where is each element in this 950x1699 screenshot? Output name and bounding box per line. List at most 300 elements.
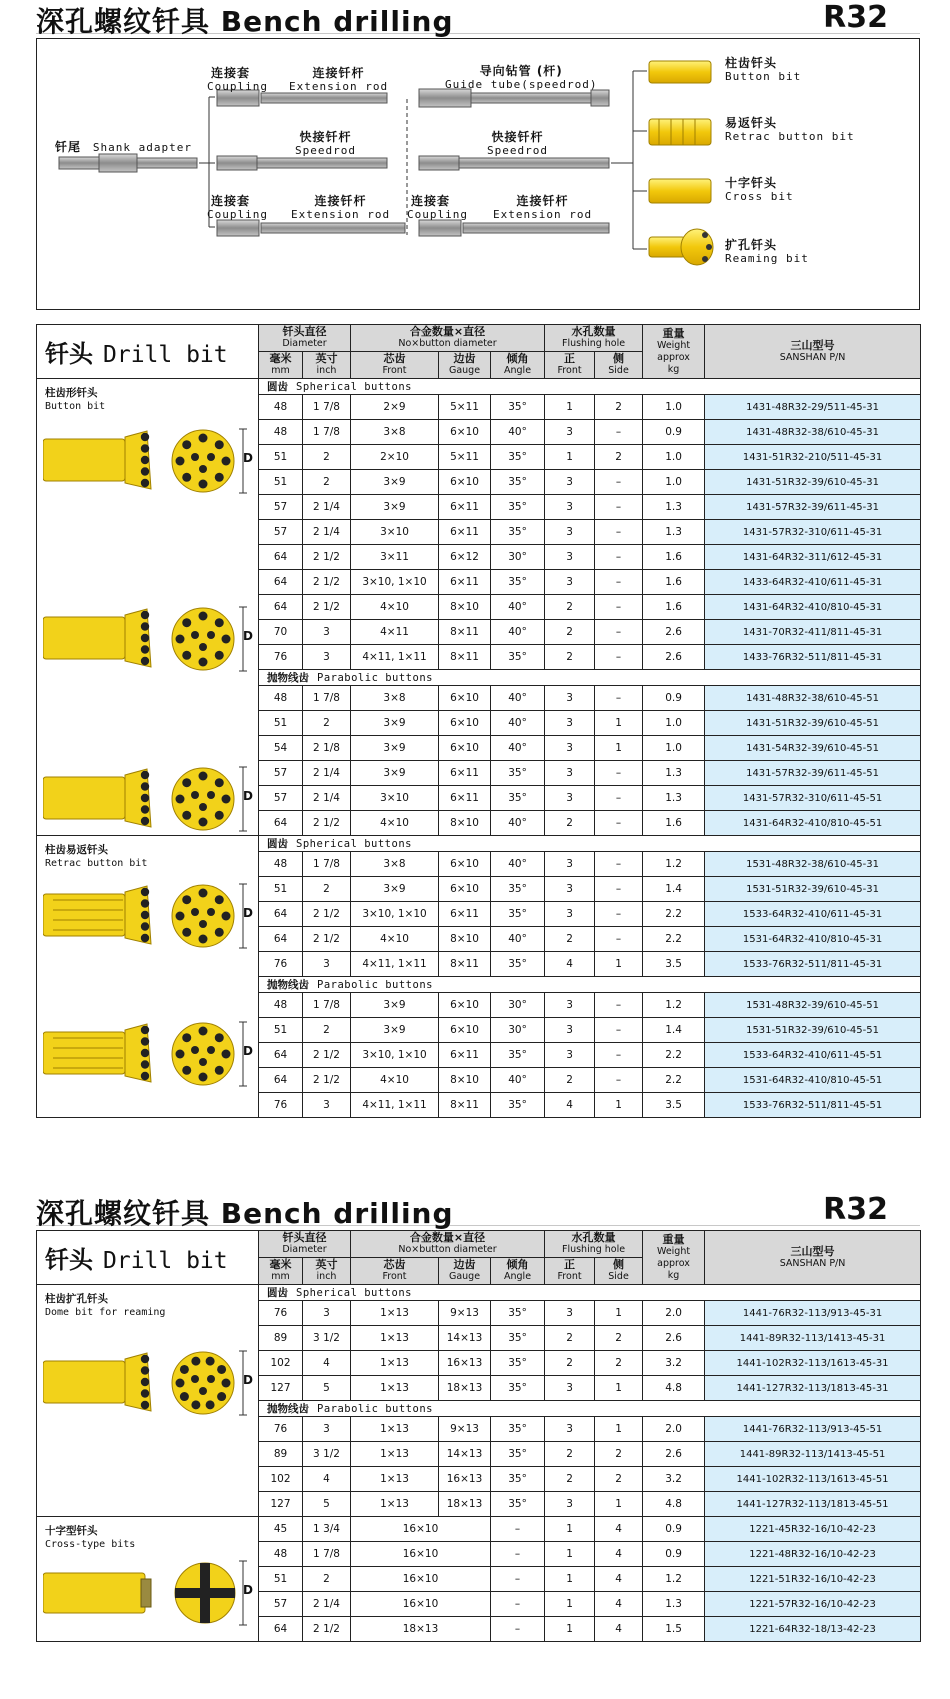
flush-front: 3 bbox=[545, 520, 595, 545]
part-number: 1431-70R32-411/811-45-31 bbox=[705, 620, 921, 645]
cross-bit-illustration bbox=[43, 1553, 253, 1631]
header-cn: 倾角 bbox=[506, 1258, 529, 1271]
angle: 35° bbox=[491, 445, 545, 470]
flush-front: 1 bbox=[545, 1567, 595, 1592]
diameter-inch: 5 bbox=[303, 1376, 351, 1401]
flush-side: 2 bbox=[595, 1442, 643, 1467]
angle: – bbox=[491, 1517, 545, 1542]
flush-front: 4 bbox=[545, 1093, 595, 1118]
button-bit-cn: 柱齿钎头 bbox=[725, 56, 778, 70]
drill-bit-table-1 bbox=[36, 324, 921, 1118]
diameter-mm: 64 bbox=[259, 1617, 303, 1642]
weight-approx: approx bbox=[657, 1257, 690, 1269]
flush-front: 3 bbox=[545, 545, 595, 570]
subsection-title bbox=[259, 379, 921, 395]
flush-side: – bbox=[595, 686, 643, 711]
header-cn: 合金数量×直径 bbox=[409, 325, 486, 338]
gauge-buttons: 6×10 bbox=[439, 686, 491, 711]
speedrod-right-en: Speedrod bbox=[487, 144, 548, 157]
header-cn: 芯齿 bbox=[383, 1258, 406, 1271]
angle: – bbox=[491, 1542, 545, 1567]
part-number: 1533-76R32-511/811-45-51 bbox=[705, 1093, 921, 1118]
diameter-mm: 76 bbox=[259, 1301, 303, 1326]
flush-side: – bbox=[595, 993, 643, 1018]
diameter-inch: 2 1/8 bbox=[303, 736, 351, 761]
diameter-inch: 2 1/4 bbox=[303, 1592, 351, 1617]
part-number: 1431-57R32-39/611-45-51 bbox=[705, 761, 921, 786]
subsection-title bbox=[259, 977, 921, 993]
part-number: 1441-89R32-113/1413-45-31 bbox=[705, 1326, 921, 1351]
diameter-inch: 1 7/8 bbox=[303, 1542, 351, 1567]
header-cn: 钎头直径 bbox=[282, 325, 327, 338]
speedrod-left-cn: 快接钎杆 bbox=[299, 130, 352, 144]
diameter-header bbox=[259, 1231, 351, 1258]
speedrod-left-en: Speedrod bbox=[295, 144, 356, 157]
flush-side: 4 bbox=[595, 1592, 643, 1617]
drill-bit-table-2 bbox=[36, 1230, 921, 1642]
gauge-buttons: 6×10 bbox=[439, 1018, 491, 1043]
page-title-2: 深孔螺纹钎具 Bench drilling bbox=[36, 1197, 454, 1230]
flush-side: 1 bbox=[595, 952, 643, 977]
subsection-title bbox=[259, 670, 921, 686]
diameter-mm: 48 bbox=[259, 852, 303, 877]
retrac-bit-illustration bbox=[43, 876, 253, 954]
coupling-b2-label bbox=[407, 195, 468, 221]
subsection-title bbox=[259, 1401, 921, 1417]
weight-cn: 重量 bbox=[662, 1232, 685, 1246]
buttons-header bbox=[351, 1231, 545, 1258]
bit-image bbox=[43, 421, 253, 502]
diameter-inch: 3 bbox=[303, 1093, 351, 1118]
diameter-inch: 2 bbox=[303, 1567, 351, 1592]
diameter-inch: 3 1/2 bbox=[303, 1442, 351, 1467]
coupling-top-label bbox=[207, 67, 268, 93]
flush-front-header bbox=[545, 1258, 595, 1285]
front-buttons: 4×11 bbox=[351, 620, 439, 645]
weight: 0.9 bbox=[643, 686, 705, 711]
flush-side: 2 bbox=[595, 395, 643, 420]
diameter-mm: 57 bbox=[259, 786, 303, 811]
front-header bbox=[351, 352, 439, 379]
part-number: 1431-64R32-410/810-45-31 bbox=[705, 595, 921, 620]
subsection-cn: 抛物线齿 bbox=[267, 979, 309, 991]
weight: 1.0 bbox=[643, 395, 705, 420]
front-buttons: 3×9 bbox=[351, 711, 439, 736]
part-number: 1431-57R32-310/611-45-51 bbox=[705, 786, 921, 811]
header-cn: 毫米 bbox=[269, 1258, 292, 1271]
shank-label-en: Shank adapter bbox=[92, 141, 192, 154]
angle: 35° bbox=[491, 902, 545, 927]
front-buttons: 4×10 bbox=[351, 927, 439, 952]
flush-front: 3 bbox=[545, 852, 595, 877]
front-buttons: 3×10, 1×10 bbox=[351, 902, 439, 927]
diameter-mm: 102 bbox=[259, 1351, 303, 1376]
coupling-b2-cn: 连接套 bbox=[411, 194, 451, 208]
weight: 1.6 bbox=[643, 545, 705, 570]
front-buttons: 16×10 bbox=[351, 1517, 491, 1542]
gauge-buttons: 6×11 bbox=[439, 570, 491, 595]
flush-front: 3 bbox=[545, 1492, 595, 1517]
gauge-buttons: 6×10 bbox=[439, 993, 491, 1018]
flush-side: – bbox=[595, 595, 643, 620]
diameter-mm: 51 bbox=[259, 445, 303, 470]
flush-side: – bbox=[595, 811, 643, 836]
subsection-row bbox=[37, 836, 921, 852]
front-buttons: 3×10 bbox=[351, 786, 439, 811]
angle: 35° bbox=[491, 570, 545, 595]
front-buttons: 4×10 bbox=[351, 595, 439, 620]
flush-front: 3 bbox=[545, 570, 595, 595]
subsection-cn: 抛物线齿 bbox=[267, 1403, 309, 1415]
front-buttons: 3×9 bbox=[351, 495, 439, 520]
gauge-buttons: 5×11 bbox=[439, 395, 491, 420]
diameter-inch: 3 bbox=[303, 952, 351, 977]
thread-code-2: R32 bbox=[823, 1192, 888, 1227]
flush-side: – bbox=[595, 877, 643, 902]
gauge-header bbox=[439, 1258, 491, 1285]
header-en: SANSHAN P/N bbox=[779, 351, 846, 363]
angle: 35° bbox=[491, 520, 545, 545]
header-en: Flushing hole bbox=[561, 1244, 626, 1255]
header-cn: 边齿 bbox=[453, 352, 476, 365]
flush-side: – bbox=[595, 545, 643, 570]
angle: 35° bbox=[491, 761, 545, 786]
weight: 1.0 bbox=[643, 711, 705, 736]
front-buttons: 3×9 bbox=[351, 761, 439, 786]
header-en: Front bbox=[557, 365, 582, 376]
thread-code: R32 bbox=[823, 0, 888, 35]
part-number: 1441-76R32-113/913-45-31 bbox=[705, 1301, 921, 1326]
diameter-inch: 2 bbox=[303, 877, 351, 902]
mm-header bbox=[259, 1258, 303, 1285]
diameter-dim-label: D bbox=[243, 451, 253, 465]
gauge-buttons: 6×11 bbox=[439, 761, 491, 786]
button-bit-en: Button bit bbox=[725, 70, 802, 83]
diameter-dim-label: D bbox=[243, 629, 253, 643]
table-title bbox=[37, 325, 259, 379]
header-en: Gauge bbox=[448, 1271, 481, 1282]
header-en: inch bbox=[316, 365, 337, 376]
angle: – bbox=[491, 1592, 545, 1617]
guide-cn: 导向钻管 (杆) bbox=[479, 64, 563, 78]
coupling-b1-cn: 连接套 bbox=[211, 194, 251, 208]
category-label bbox=[45, 387, 105, 413]
diameter-inch: 2 1/4 bbox=[303, 520, 351, 545]
flush-front: 3 bbox=[545, 1043, 595, 1068]
flush-front: 2 bbox=[545, 645, 595, 670]
flush-front: 2 bbox=[545, 927, 595, 952]
angle: 35° bbox=[491, 1326, 545, 1351]
angle: 40° bbox=[491, 711, 545, 736]
angle: 35° bbox=[491, 1301, 545, 1326]
gauge-buttons: 6×11 bbox=[439, 1043, 491, 1068]
diameter-dim-label: D bbox=[243, 1044, 253, 1058]
diameter-inch: 2 1/4 bbox=[303, 761, 351, 786]
weight: 3.2 bbox=[643, 1351, 705, 1376]
category-cell bbox=[37, 379, 259, 836]
diameter-mm: 89 bbox=[259, 1326, 303, 1351]
front-buttons: 4×11, 1×11 bbox=[351, 952, 439, 977]
weight: 2.0 bbox=[643, 1301, 705, 1326]
header-cn: 毫米 bbox=[269, 352, 292, 365]
diameter-mm: 64 bbox=[259, 902, 303, 927]
diameter-inch: 2 bbox=[303, 1018, 351, 1043]
drill-string-diagram bbox=[36, 38, 920, 310]
angle: 35° bbox=[491, 952, 545, 977]
guide-en: Guide tube(speedrod) bbox=[445, 78, 598, 91]
header-en: Side bbox=[608, 365, 629, 376]
front-buttons: 3×11 bbox=[351, 545, 439, 570]
header-cn: 芯齿 bbox=[383, 352, 406, 365]
front-buttons: 1×13 bbox=[351, 1467, 439, 1492]
front-buttons: 1×13 bbox=[351, 1442, 439, 1467]
weight: 1.4 bbox=[643, 1018, 705, 1043]
category-label bbox=[45, 844, 147, 870]
front-buttons: 1×13 bbox=[351, 1351, 439, 1376]
weight: 3.5 bbox=[643, 952, 705, 977]
diameter-mm: 64 bbox=[259, 927, 303, 952]
extension-b2-cn: 连接钎杆 bbox=[516, 194, 569, 208]
gauge-buttons: 14×13 bbox=[439, 1442, 491, 1467]
gauge-buttons: 8×11 bbox=[439, 952, 491, 977]
weight-header bbox=[643, 1231, 705, 1285]
gauge-buttons: 16×13 bbox=[439, 1467, 491, 1492]
flush-side: – bbox=[595, 570, 643, 595]
front-buttons: 18×13 bbox=[351, 1617, 491, 1642]
flush-front: 3 bbox=[545, 786, 595, 811]
diameter-inch: 2 1/2 bbox=[303, 1617, 351, 1642]
table-title-cn: 钎头 bbox=[45, 340, 93, 368]
diameter-dim-label: D bbox=[243, 1583, 253, 1597]
diameter-inch: 5 bbox=[303, 1492, 351, 1517]
gauge-buttons: 5×11 bbox=[439, 445, 491, 470]
weight-en: Weight bbox=[656, 1245, 691, 1257]
table-title bbox=[37, 1231, 259, 1285]
diameter-inch: 2 1/2 bbox=[303, 545, 351, 570]
part-number: 1431-48R32-38/610-45-51 bbox=[705, 686, 921, 711]
weight: 4.8 bbox=[643, 1492, 705, 1517]
weight: 0.9 bbox=[643, 1517, 705, 1542]
flush-side: 4 bbox=[595, 1617, 643, 1642]
diameter-mm: 57 bbox=[259, 761, 303, 786]
flush-front: 2 bbox=[545, 1467, 595, 1492]
front-buttons: 3×9 bbox=[351, 736, 439, 761]
weight: 1.2 bbox=[643, 852, 705, 877]
flush-side: – bbox=[595, 927, 643, 952]
category-cn: 柱齿形钎头 bbox=[45, 387, 98, 399]
weight: 1.0 bbox=[643, 736, 705, 761]
diameter-mm: 64 bbox=[259, 811, 303, 836]
part-number: 1433-76R32-511/811-45-31 bbox=[705, 645, 921, 670]
front-buttons: 3×9 bbox=[351, 993, 439, 1018]
flush-front: 3 bbox=[545, 736, 595, 761]
header-cn: 正 bbox=[564, 1258, 576, 1271]
weight: 1.2 bbox=[643, 1567, 705, 1592]
weight-kg: kg bbox=[667, 363, 680, 375]
flush-front: 3 bbox=[545, 993, 595, 1018]
retrac-bit-illustration bbox=[43, 1014, 253, 1092]
part-number: 1531-51R32-39/610-45-31 bbox=[705, 877, 921, 902]
subsection-en: Spherical buttons bbox=[296, 838, 412, 850]
angle: 40° bbox=[491, 620, 545, 645]
diameter-inch: 2 1/4 bbox=[303, 495, 351, 520]
inch-header bbox=[303, 352, 351, 379]
weight: 2.6 bbox=[643, 645, 705, 670]
flush-front: 1 bbox=[545, 1517, 595, 1542]
diameter-mm: 48 bbox=[259, 993, 303, 1018]
retrac-bit-cn: 易返钎头 bbox=[725, 116, 778, 130]
category-cn: 十字型钎头 bbox=[45, 1525, 98, 1537]
gauge-buttons: 8×10 bbox=[439, 1068, 491, 1093]
part-number: 1221-51R32-16/10-42-23 bbox=[705, 1567, 921, 1592]
diameter-inch: 4 bbox=[303, 1467, 351, 1492]
part-number: 1221-45R32-16/10-42-23 bbox=[705, 1517, 921, 1542]
diameter-inch: 2 1/2 bbox=[303, 902, 351, 927]
part-number: 1431-54R32-39/610-45-51 bbox=[705, 736, 921, 761]
header-en: Diameter bbox=[282, 1244, 327, 1255]
gauge-buttons: 6×10 bbox=[439, 852, 491, 877]
diameter-mm: 51 bbox=[259, 711, 303, 736]
flush-front: 1 bbox=[545, 1617, 595, 1642]
part-number: 1441-76R32-113/913-45-51 bbox=[705, 1417, 921, 1442]
bit-image bbox=[43, 876, 253, 957]
gauge-buttons: 6×10 bbox=[439, 877, 491, 902]
part-number: 1441-102R32-113/1613-45-51 bbox=[705, 1467, 921, 1492]
header-en: inch bbox=[316, 1271, 337, 1282]
category-cell bbox=[37, 1285, 259, 1517]
front-buttons: 3×8 bbox=[351, 686, 439, 711]
diameter-mm: 48 bbox=[259, 395, 303, 420]
angle: 35° bbox=[491, 1417, 545, 1442]
flush-front: 2 bbox=[545, 811, 595, 836]
angle: 40° bbox=[491, 420, 545, 445]
mm-header bbox=[259, 352, 303, 379]
angle: 35° bbox=[491, 1467, 545, 1492]
diameter-dim-label: D bbox=[243, 1373, 253, 1387]
part-number: 1431-51R32-39/610-45-31 bbox=[705, 470, 921, 495]
front-buttons: 1×13 bbox=[351, 1376, 439, 1401]
front-buttons: 4×11, 1×11 bbox=[351, 645, 439, 670]
diameter-mm: 45 bbox=[259, 1517, 303, 1542]
reaming-bit-label bbox=[725, 239, 809, 265]
subsection-row bbox=[37, 379, 921, 395]
flush-front: 2 bbox=[545, 1351, 595, 1376]
angle: 30° bbox=[491, 1018, 545, 1043]
front-buttons: 4×10 bbox=[351, 811, 439, 836]
header-en: Front bbox=[382, 365, 407, 376]
angle: 30° bbox=[491, 993, 545, 1018]
header-cn: 合金数量×直径 bbox=[409, 1231, 486, 1244]
flush-side: 2 bbox=[595, 1351, 643, 1376]
diameter-inch: 1 3/4 bbox=[303, 1517, 351, 1542]
part-number: 1431-48R32-29/511-45-31 bbox=[705, 395, 921, 420]
coupling-top-en: Coupling bbox=[207, 80, 268, 93]
header-en: Flushing hole bbox=[561, 338, 626, 349]
diameter-inch: 4 bbox=[303, 1351, 351, 1376]
flush-side: 1 bbox=[595, 1093, 643, 1118]
flush-side: – bbox=[595, 645, 643, 670]
front-buttons: 3×10, 1×10 bbox=[351, 1043, 439, 1068]
angle: 35° bbox=[491, 395, 545, 420]
diameter-mm: 70 bbox=[259, 620, 303, 645]
category-cell bbox=[37, 836, 259, 1118]
subsection-cn: 抛物线齿 bbox=[267, 672, 309, 684]
angle: – bbox=[491, 1617, 545, 1642]
weight: 2.2 bbox=[643, 902, 705, 927]
part-number: 1441-102R32-113/1613-45-31 bbox=[705, 1351, 921, 1376]
weight: 1.6 bbox=[643, 811, 705, 836]
diameter-mm: 51 bbox=[259, 1018, 303, 1043]
bit-image bbox=[43, 1343, 253, 1424]
header-cn: 水孔数量 bbox=[571, 325, 616, 338]
angle: 40° bbox=[491, 595, 545, 620]
angle: 40° bbox=[491, 927, 545, 952]
part-number: 1221-48R32-16/10-42-23 bbox=[705, 1542, 921, 1567]
coupling-b1-label bbox=[207, 195, 268, 221]
shank-label-cn: 钎尾 bbox=[55, 140, 82, 154]
header-cn: 三山型号 bbox=[790, 338, 835, 352]
part-number: 1431-51R32-210/511-45-31 bbox=[705, 445, 921, 470]
diameter-dim-label: D bbox=[243, 789, 253, 803]
flush-side: – bbox=[595, 852, 643, 877]
header-cn: 边齿 bbox=[453, 1258, 476, 1271]
part-number: 1431-51R32-39/610-45-51 bbox=[705, 711, 921, 736]
gauge-buttons: 6×11 bbox=[439, 786, 491, 811]
gauge-buttons: 9×13 bbox=[439, 1301, 491, 1326]
diameter-mm: 76 bbox=[259, 952, 303, 977]
weight: 2.2 bbox=[643, 1068, 705, 1093]
category-cn: 柱齿扩孔钎头 bbox=[45, 1293, 108, 1305]
front-buttons: 1×13 bbox=[351, 1326, 439, 1351]
angle: 35° bbox=[491, 877, 545, 902]
weight-en: Weight bbox=[656, 339, 691, 351]
subsection-cn: 圆齿 bbox=[267, 381, 288, 393]
angle: 35° bbox=[491, 1376, 545, 1401]
front-buttons: 1×13 bbox=[351, 1417, 439, 1442]
gauge-buttons: 18×13 bbox=[439, 1492, 491, 1517]
flush-front: 1 bbox=[545, 1592, 595, 1617]
subsection-en: Spherical buttons bbox=[296, 1287, 412, 1299]
weight: 2.2 bbox=[643, 1043, 705, 1068]
weight: 1.5 bbox=[643, 1617, 705, 1642]
angle: 35° bbox=[491, 1351, 545, 1376]
header-en: Side bbox=[608, 1271, 629, 1282]
angle: 35° bbox=[491, 645, 545, 670]
front-buttons: 1×13 bbox=[351, 1301, 439, 1326]
flush-side: 1 bbox=[595, 1376, 643, 1401]
flush-front: 1 bbox=[545, 395, 595, 420]
diameter-mm: 48 bbox=[259, 686, 303, 711]
diameter-mm: 51 bbox=[259, 1567, 303, 1592]
category-en: Dome bit for reaming bbox=[45, 1307, 166, 1318]
flush-front: 3 bbox=[545, 1301, 595, 1326]
diameter-inch: 3 1/2 bbox=[303, 1326, 351, 1351]
dome-bit-illustration bbox=[43, 1343, 253, 1421]
part-number: 1431-57R32-39/611-45-31 bbox=[705, 495, 921, 520]
gauge-buttons: 6×10 bbox=[439, 470, 491, 495]
weight: 2.6 bbox=[643, 1442, 705, 1467]
diameter-inch: 2 bbox=[303, 445, 351, 470]
flush-side: 2 bbox=[595, 445, 643, 470]
header-cn: 三山型号 bbox=[790, 1244, 835, 1258]
diameter-inch: 1 7/8 bbox=[303, 686, 351, 711]
button-bit-illustration bbox=[43, 421, 253, 499]
page-header-1 bbox=[36, 0, 920, 38]
gauge-buttons: 6×12 bbox=[439, 545, 491, 570]
diameter-inch: 3 bbox=[303, 1301, 351, 1326]
front-buttons: 1×13 bbox=[351, 1492, 439, 1517]
weight: 1.3 bbox=[643, 786, 705, 811]
